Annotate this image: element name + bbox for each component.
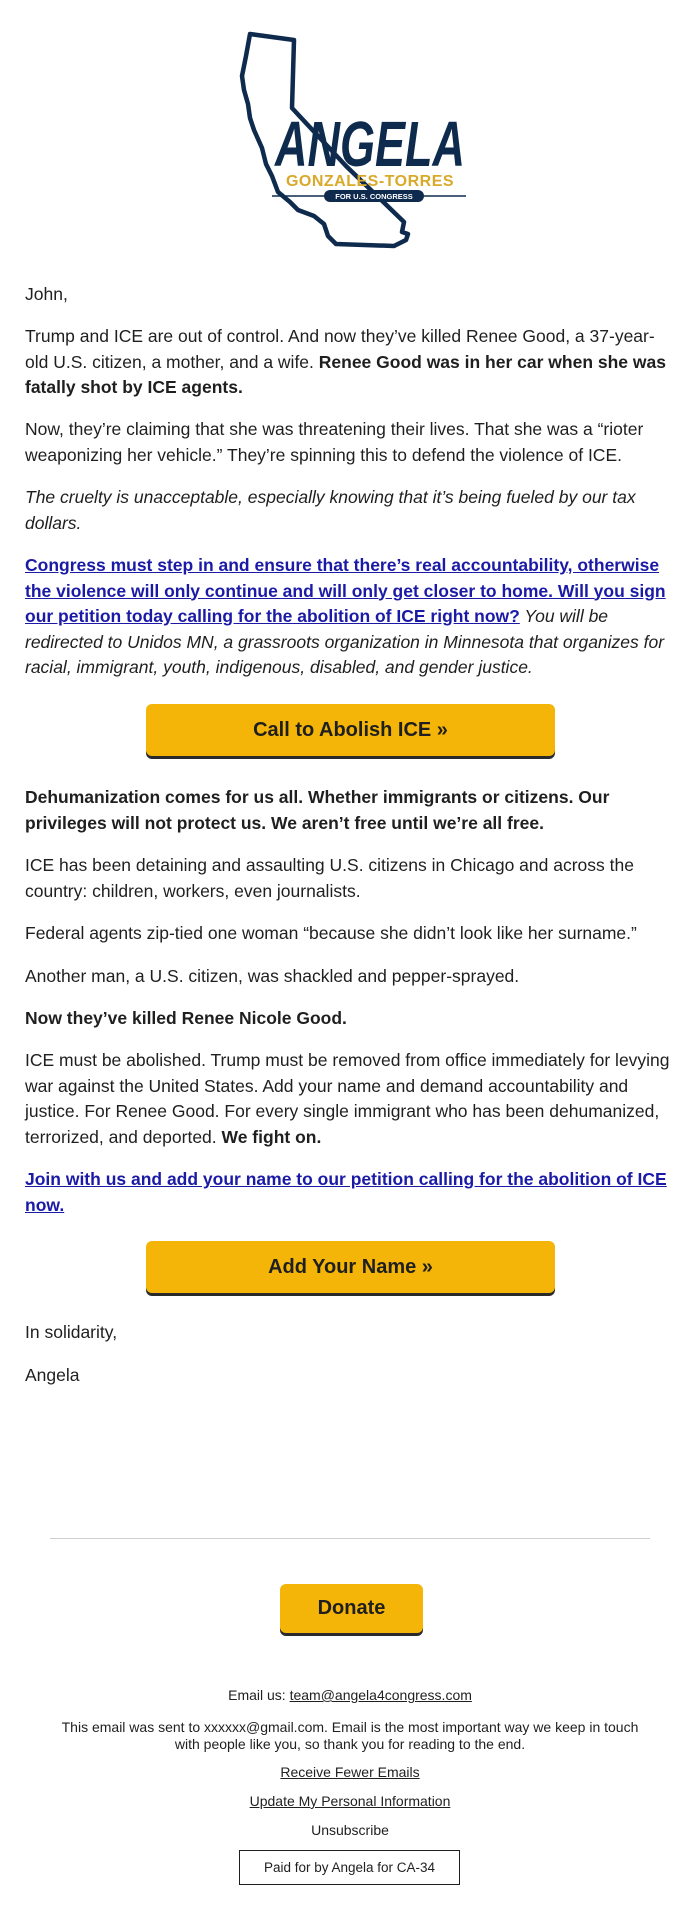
footer-receive-fewer [50,1764,650,1781]
footer-email-link[interactable]: team@angela4congress.com [289,1687,472,1703]
paragraph-9: Now they’ve killed Renee Nicole Good. [25,1008,347,1028]
paragraph-2: Now, they’re claiming that she was threatening their lives. That she was a “rioter weaponizing her vehicle.” They’re spinning this to defend the violence of ICE. [25,419,644,465]
add-your-name-button[interactable]: Add Your Name » [146,1241,555,1293]
campaign-logo [228,26,468,256]
petition-link-2[interactable]: Join with us and add your name to our petition calling for the abolition of ICE now. [25,1169,667,1215]
receive-fewer-emails-link[interactable]: Receive Fewer Emails [280,1764,420,1780]
paragraph-7: Federal agents zip-tied one woman “because she didn’t look like her surname.” [25,923,637,943]
logo-subtitle: GONZALES-TORRES [285,173,455,190]
paid-for-disclaimer: Paid for by Angela for CA-34 [239,1850,460,1885]
petition-link-1[interactable]: Congress must step in and ensure that there’s real accountability, otherwise the violence will only continue and will only get closer to home. Will you sign our petition today calling for the abolition of ICE right now? [25,555,666,626]
greeting: John, [25,284,68,304]
signoff: In solidarity, [25,1322,118,1342]
paragraph-4 [25,553,675,681]
footer-divider [50,1538,650,1539]
paragraph-3: The cruelty is unacceptable, especially knowing that it’s being fueled by our tax dollars. [25,487,636,533]
paragraph-10 [25,1048,675,1150]
california-outline-logo [228,26,468,256]
logo-tagline: FOR U.S. CONGRESS [335,192,413,201]
paragraph-5: Dehumanization comes for us all. Whether immigrants or citizens. Our privileges will not protect us. We aren’t free until we’re all free. [25,787,610,833]
paragraph-6: ICE has been detaining and assaulting U.S. citizens in Chicago and across the country: children, workers, even journalists. [25,855,634,901]
logo-name: ANGELA [273,108,465,180]
paragraph-1-bold: Renee Good was in her car when she was fatally shot by ICE agents. [25,351,666,397]
footer-unsubscribe[interactable]: Unsubscribe [311,1822,389,1838]
paragraph-8: Another man, a U.S. citizen, was shackled and pepper-sprayed. [25,966,520,986]
signature: Angela [25,1365,80,1385]
footer-email-label: Email us: [228,1687,290,1703]
paragraph-10-text: ICE must be abolished. Trump must be removed from office immediately for levying war against the United States. Add your name and demand accountability and justice. For Renee Good. For every single immigrant who has been dehumanized, terrorized, and deported. [25,1050,670,1147]
update-personal-info-link[interactable]: Update My Personal Information [249,1793,451,1809]
paragraph-11 [25,1167,675,1218]
paragraph-1-text: Trump and ICE are out of control. And now they’ve killed Renee Good, a 37-year-old U.S. citizen, a mother, and a wife. [25,326,655,372]
paragraph-4-italic: You will be redirected to Unidos MN, a grassroots organization in Minnesota that organizes for racial, immigrant, youth, indigenous, disabled, and gender justice. [25,606,665,677]
footer-email-line [50,1687,650,1704]
footer-update-info [50,1793,650,1810]
paragraph-10-bold: We fight on. [221,1126,322,1147]
donate-button[interactable]: Donate [280,1584,423,1633]
call-to-abolish-ice-button[interactable]: Call to Abolish ICE » [146,704,555,756]
paragraph-1 [25,324,675,401]
footer-sent-notice: This email was sent to xxxxxx@gmail.com. Email is the most important way we keep in touch with people like you, so thank you for reading to the end. [61,1719,639,1752]
